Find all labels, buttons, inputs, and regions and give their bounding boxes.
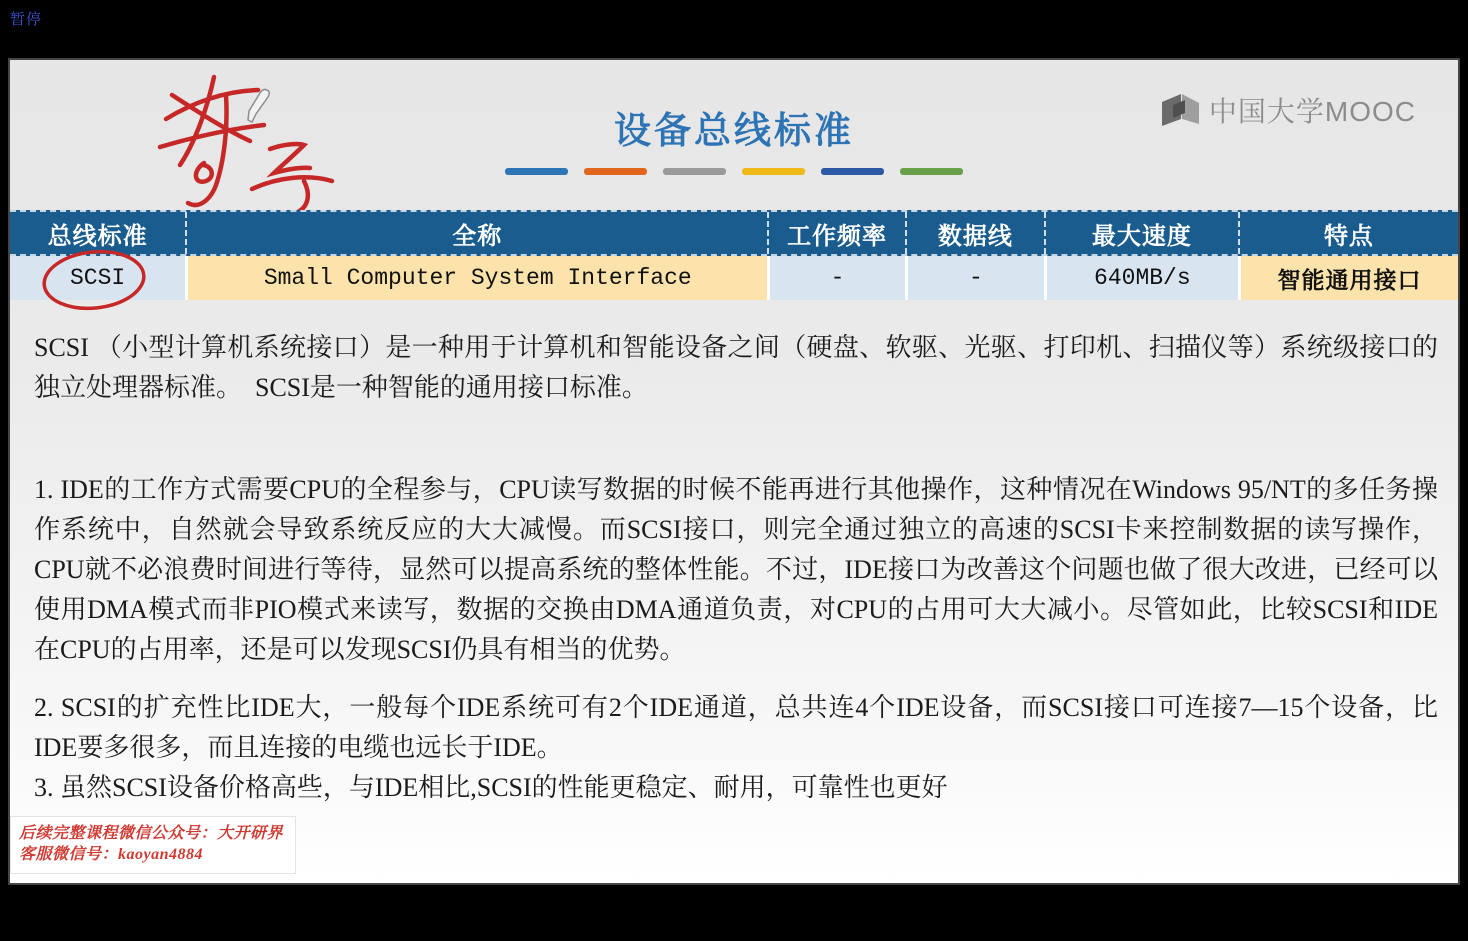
watermark-line-2: 客服微信号：kaoyan4884 — [19, 846, 204, 863]
mooc-logo-text: 中国大学MOOC — [1208, 96, 1416, 127]
table-header-data-lines: 数据线 — [905, 212, 1044, 254]
table-header-frequency: 工作频率 — [767, 212, 905, 254]
accent-bar — [900, 168, 963, 175]
table-header-full-name: 全称 — [185, 212, 767, 254]
paragraph-intro: SCSI （小型计算机系统接口）是一种用于计算机和智能设备之间（硬盘、软驱、光驱、打印机、扫描仪等）系统级接口的独立处理器标准。 SCSI是一种智能的通用接口标准。 — [34, 333, 1438, 402]
table-cell-full-name: Small Computer System Interface — [185, 256, 767, 300]
table-cell-features: 智能通用接口 — [1238, 256, 1458, 300]
accent-bar — [663, 168, 726, 175]
pause-button[interactable]: 暂停 — [10, 11, 43, 28]
table-header-features: 特点 — [1238, 212, 1458, 254]
table-cell-frequency: - — [767, 256, 905, 300]
accent-bar — [505, 168, 568, 175]
accent-bar — [821, 168, 884, 175]
accent-bar — [584, 168, 647, 175]
page-title: 设备总线标准 — [614, 110, 854, 151]
watermark — [10, 816, 296, 874]
table-cell-bus-standard: SCSI — [10, 256, 185, 300]
mooc-logo-icon — [1159, 91, 1201, 129]
mooc-logo — [1159, 90, 1416, 130]
accent-bar — [742, 168, 805, 175]
slide — [8, 58, 1460, 885]
table-cell-data-lines: - — [905, 256, 1044, 300]
table-header-row — [10, 210, 1458, 256]
paragraph-point-2: 2. SCSI的扩充性比IDE大，一般每个IDE系统可有2个IDE通道，总共连4个IDE设备，而SCSI接口可连接7—15个设备，比IDE要多很多，而且连接的电缆也远长于IDE。 — [34, 693, 1438, 762]
table-header-bus-standard: 总线标准 — [47, 222, 148, 250]
table-cell-max-speed: 640MB/s — [1044, 256, 1238, 300]
table-row — [10, 256, 1458, 300]
title-accent-bars — [505, 168, 963, 175]
watermark-line-1: 后续完整课程微信公众号：大开研界 — [19, 825, 284, 842]
bus-standard-table — [10, 210, 1458, 300]
paragraph-point-3: 3. 虽然SCSI设备价格高些，与IDE相比,SCSI的性能更稳定、耐用，可靠性也更好 — [34, 773, 948, 802]
table-header-max-speed: 最大速度 — [1044, 212, 1238, 254]
paragraph-point-1: 1. IDE的工作方式需要CPU的全程参与，CPU读写数据的时候不能再进行其他操作，这种情况在Windows 95/NT的多任务操作系统中，自然就会导致系统反应的大大减慢。而SCSI接口，则完全通过独立的高速的SCSI卡来控制数据的读写操作，CPU就不必浪费时间进行等待，显然可以提高系统的整体性能。不过，IDE接口为改善这个问题也做了很大改进，已经可以使用DMA模式而非PIO模式来读写，数据的交换由DMA通道负责，对CPU的占用可大大减小。尽管如此，比较SCSI和IDE在CPU的占用率，还是可以发现SCSI仍具有相当的优势。 — [34, 475, 1438, 664]
